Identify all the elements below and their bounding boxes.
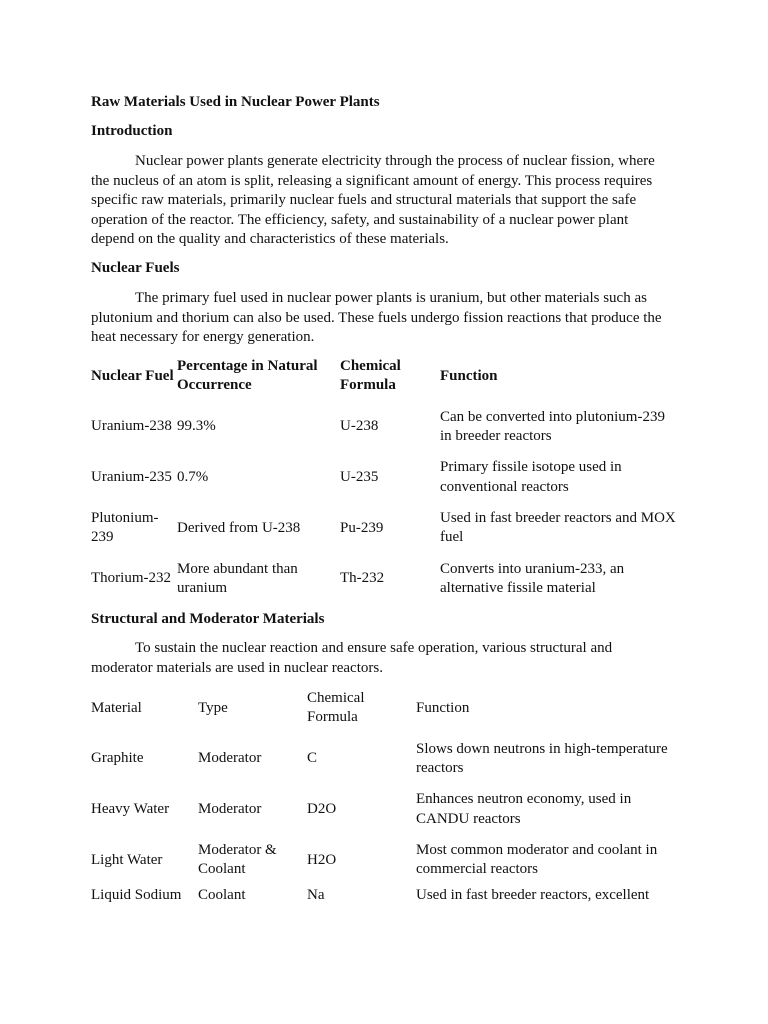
intro-text: Nuclear power plants generate electricity through the process of nuclear fission, where the nucleus of an atom is split, releasing a significant amount of energy. This process requires specific raw materials, primarily nuclear fuels and structural materials that support the safe operation of the reactor. The efficiency, safety, and sustainability of a nuclear power plant depend on the quality and characteristics of these materials. bbox=[91, 153, 655, 247]
table-cell: Light Water bbox=[91, 851, 163, 868]
structural-heading: Structural and Moderator Materials bbox=[91, 611, 325, 627]
table-header-cell: Function bbox=[440, 367, 498, 384]
table-row bbox=[91, 784, 676, 835]
table-header-cell: Nuclear Fuel bbox=[91, 367, 174, 384]
table-row bbox=[91, 734, 676, 785]
table-row bbox=[91, 886, 676, 920]
intro-paragraph bbox=[91, 152, 673, 250]
structural-paragraph bbox=[91, 639, 673, 678]
table-cell: Pu-239 bbox=[340, 519, 384, 536]
table-header-cell: Chemical Formula bbox=[307, 689, 365, 726]
table-header-cell: Type bbox=[198, 699, 228, 716]
table-cell: Na bbox=[307, 886, 325, 903]
table-cell: H2O bbox=[307, 851, 337, 868]
fuels-table bbox=[91, 351, 680, 604]
table-cell: Th-232 bbox=[340, 570, 385, 587]
table-cell: Can be converted into plutonium-239 in breeder reactors bbox=[440, 408, 665, 445]
structural-text: To sustain the nuclear reaction and ensure safe operation, various structural and moderator materials are used in nuclear reactors. bbox=[91, 640, 613, 676]
table-row bbox=[91, 835, 676, 886]
table-cell: Slows down neutrons in high-temperature reactors bbox=[416, 740, 668, 777]
table-cell: Used in fast breeder reactors and MOX fuel bbox=[440, 509, 676, 546]
table-cell: Moderator bbox=[198, 750, 262, 767]
table-cell: Used in fast breeder reactors, excellent bbox=[416, 886, 650, 903]
fuels-heading: Nuclear Fuels bbox=[91, 260, 180, 276]
table-row bbox=[91, 503, 680, 554]
table-cell: 0.7% bbox=[177, 468, 209, 485]
table-header-cell: Material bbox=[91, 699, 142, 716]
table-row bbox=[91, 452, 680, 503]
intro-heading: Introduction bbox=[91, 123, 173, 139]
table-cell: D2O bbox=[307, 800, 337, 817]
table-cell: Plutonium-239 bbox=[91, 509, 159, 546]
table-cell: Enhances neutron economy, used in CANDU reactors bbox=[416, 791, 632, 827]
table-header-cell: Function bbox=[416, 699, 470, 716]
table-cell: Primary fissile isotope used in conventional reactors bbox=[440, 459, 622, 495]
table-header-row bbox=[91, 351, 680, 402]
table-row bbox=[91, 554, 680, 605]
materials-table bbox=[91, 683, 676, 920]
table-header-cell: Chemical Formula bbox=[340, 357, 401, 394]
table-cell: Coolant bbox=[198, 886, 246, 903]
table-cell: U-235 bbox=[340, 468, 379, 485]
fuels-paragraph bbox=[91, 289, 673, 348]
table-cell: Uranium-235 bbox=[91, 468, 172, 485]
table-header-row bbox=[91, 683, 676, 734]
table-cell: C bbox=[307, 750, 318, 767]
table-cell: More abundant than uranium bbox=[177, 560, 298, 597]
table-cell: Most common moderator and coolant in commercial reactors bbox=[416, 841, 658, 878]
table-row bbox=[91, 402, 680, 453]
table-cell: Uranium-238 bbox=[91, 418, 172, 435]
table-cell: 99.3% bbox=[177, 418, 216, 435]
table-cell: Liquid Sodium bbox=[91, 886, 182, 903]
table-cell: Derived from U-238 bbox=[177, 519, 301, 536]
table-cell: Moderator bbox=[198, 800, 262, 817]
table-cell: U-238 bbox=[340, 418, 379, 435]
table-cell: Thorium-232 bbox=[91, 570, 171, 587]
table-header-cell: Percentage in Natural Occurrence bbox=[177, 357, 318, 394]
document-title: Raw Materials Used in Nuclear Power Plants bbox=[91, 94, 380, 110]
fuels-text: The primary fuel used in nuclear power plants is uranium, but other materials such as plutonium and thorium can also be used. These fuels undergo fission reactions that produce the heat necessary for energy generation. bbox=[91, 290, 662, 345]
table-cell: Graphite bbox=[91, 750, 144, 767]
table-cell: Heavy Water bbox=[91, 800, 170, 817]
table-cell: Moderator & Coolant bbox=[198, 841, 277, 878]
table-cell: Converts into uranium-233, an alternative fissile material bbox=[440, 560, 625, 597]
